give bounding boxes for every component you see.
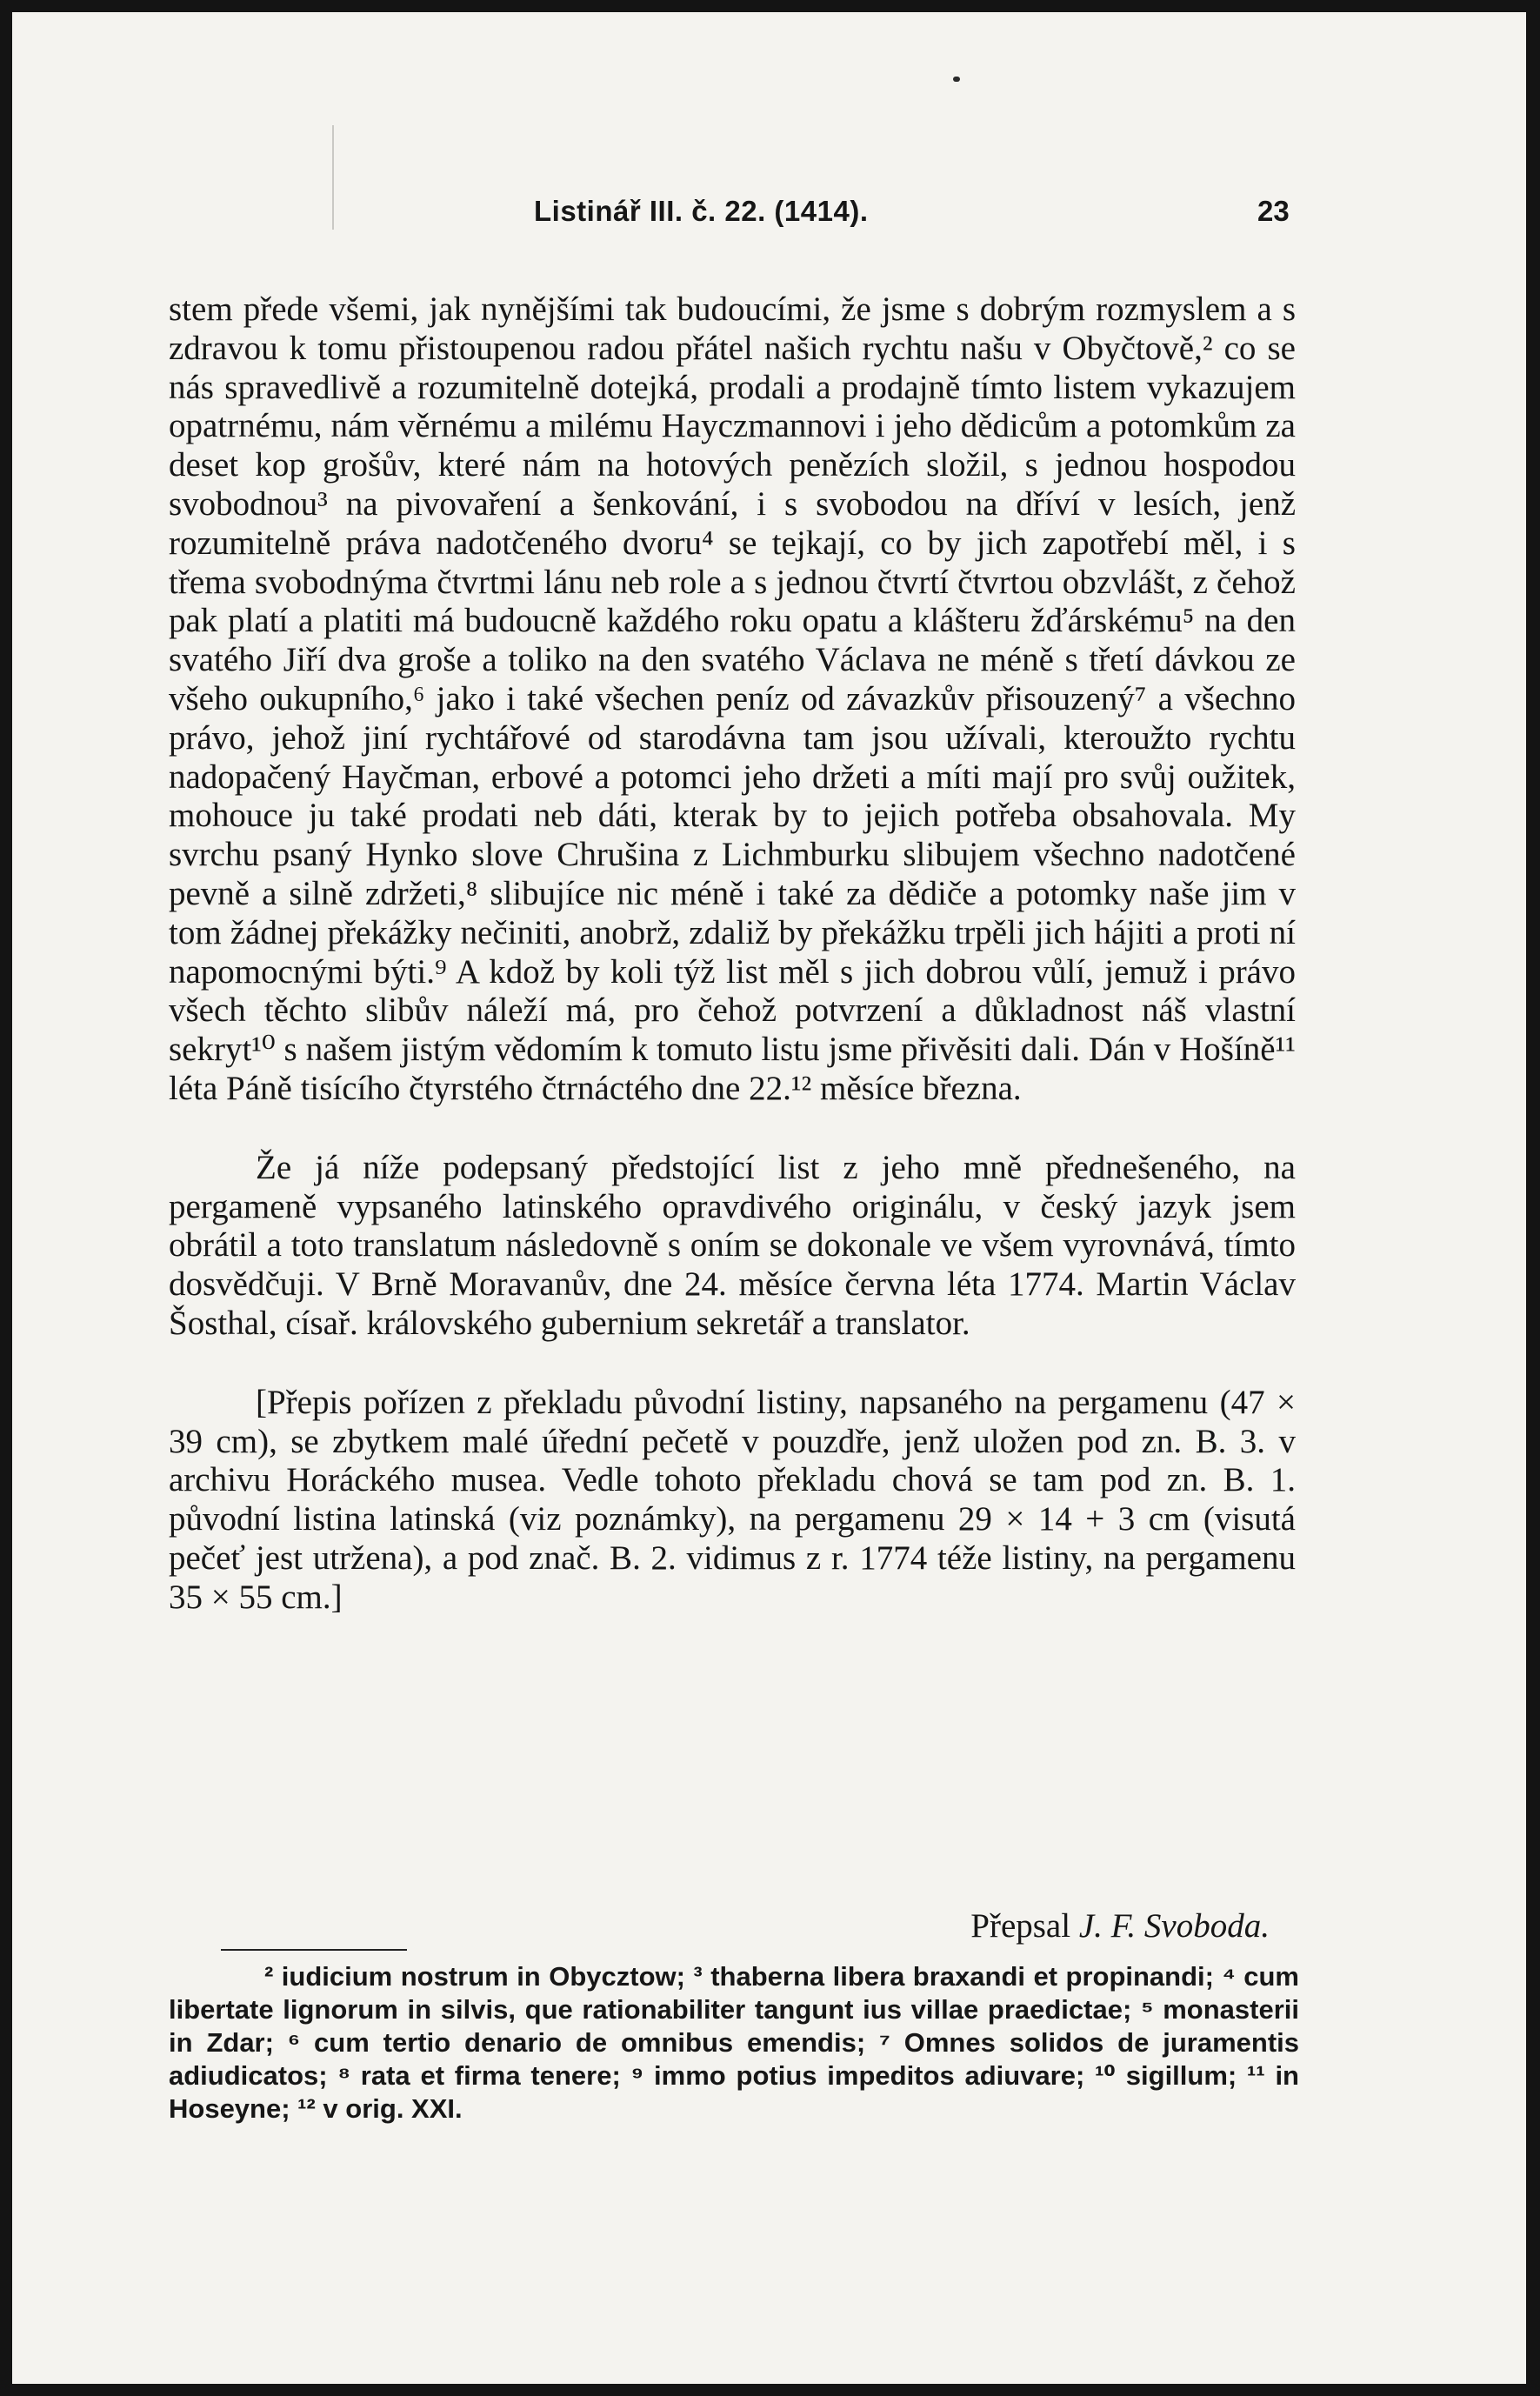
running-head: Listinář III. č. 22. (1414).: [534, 195, 869, 227]
page-number: 23: [1257, 195, 1290, 227]
signature-name: J. F. Svoboda.: [1078, 1907, 1270, 1945]
editorial-note-paragraph: [Přepis pořízen z překladu původní listiny, napsaného na pergamenu (47 × 39 cm), se zbytkem malé úřední pečetě v pouzdře, jenž uložen pod zn. B. 3. v archivu Horáckého musea. Vedle tohoto překladu chová se tam pod zn. B. 1. původní listina latinská (viz poznámky), na pergamenu 29 × 14 + 3 cm (visutá pečeť jest utržena), a pod znač. B. 2. vidimus z r. 1774 téže listiny, na pergamenu 35 × 55 cm.]: [169, 1383, 1296, 1616]
transcriber-signature: [970, 1906, 1270, 1945]
body-text: [169, 290, 1296, 1618]
ink-speck: [953, 77, 960, 82]
margin-mark: [332, 125, 334, 230]
signature-label: Přepsal: [970, 1907, 1071, 1945]
footnote-rule: [221, 1949, 407, 1951]
translator-attestation-paragraph: Že já níže podepsaný předstojící list z jeho mně přednešeného, na pergameně vypsaného latinského opravdivého originálu, v český jazyk jsem obrátil a toto translatum následovně s oním se dokonale ve všem vyrovnává, tímto dosvědčuji. V Brně Moravanův, dne 24. měsíce června léta 1774. Martin Václav Šosthal, císař. královského gubernium sekretář a translator.: [169, 1148, 1296, 1342]
charter-text-paragraph: stem přede všemi, jak nynějšími tak budoucími, že jsme s dobrým rozmyslem a s zdravou k tomu přistoupenou radou přátel našich rychtu našu v Obyčtově,² co se nás spravedlivě a rozumitelně dotejká, prodali a prodajně tímto listem vykazujem opatrnému, nám věrnému a milému Hayczmannovi i jeho dědicům a potomkům za deset kop grošův, které nám na hotových penězích složil, s jednou hospodou svobodnou³ na pivovaření a šenkování, i s svobodou na dříví v lesích, jenž rozumitelně práva nadotčeného dvoru⁴ se tejkají, co by jich zapotřebí měl, i s třema svobodnýma čtvrtmi lánu neb role a s jednou čtvrtí čtvrtou obzvlášt, z čehož pak platí a platiti má budoucně každého roku opatu a klášteru žďárskému⁵ na den svatého Jiří dva groše a toliko na den svatého Václava ne méně s třetí dávkou ze všeho oukupního,⁶ jako i také všechen peníz od závazkův přisouzený⁷ a všechno právo, jehož jiní rychtářové od starodávna tam jsou užívali, kteroužto rychtu nadopačený Hayčman, erbové a potomci jeho držeti a míti mají pro svůj oužitek, mohouce ju také prodati neb dáti, kterak by to jejich potřeba obsahovala. My svrchu psaný Hynko slove Chrušina z Lichmburku slibujem všechno nadotčené pevně a silně zdržeti,⁸ slibujíce nic méně i také za dědiče a potomky naše jim v tom žádnej překážky nečiniti, anobrž, zdaliž by překážku trpěli jich hájiti a proti ní napomocnými býti.⁹ A kdož by koli týž list měl s jich dobrou vůlí, jemuž i právo všech těchto slibův náleží má, pro čehož potvrzení a důkladnost náš vlastní sekryt¹⁰ s našem jistým vědomím k tomuto listu jsme přivěsiti dali. Dán v Hošíně¹¹ léta Páně tisícího čtyrstého čtrnáctého dne 22.¹² měsíce března.: [169, 290, 1296, 1107]
footnotes-text: ² iudicium nostrum in Obycztow; ³ thaberna libera braxandi et propinandi; ⁴ cum libertate lignorum in silvis, que rationabiliter tangunt ius villae praedictae; ⁵ monasterii in Zdar; ⁶ cum tertio denario de omnibus emendis; ⁷ Omnes solidos de juramentis adiudicatos; ⁸ rata et firma tenere; ⁹ immo potius impeditos adiuvare; ¹⁰ sigillum; ¹¹ in Hoseyne; ¹² v orig. XXI.: [169, 1961, 1299, 2124]
footnotes: [169, 1960, 1299, 2126]
document-page: [12, 12, 1526, 2384]
